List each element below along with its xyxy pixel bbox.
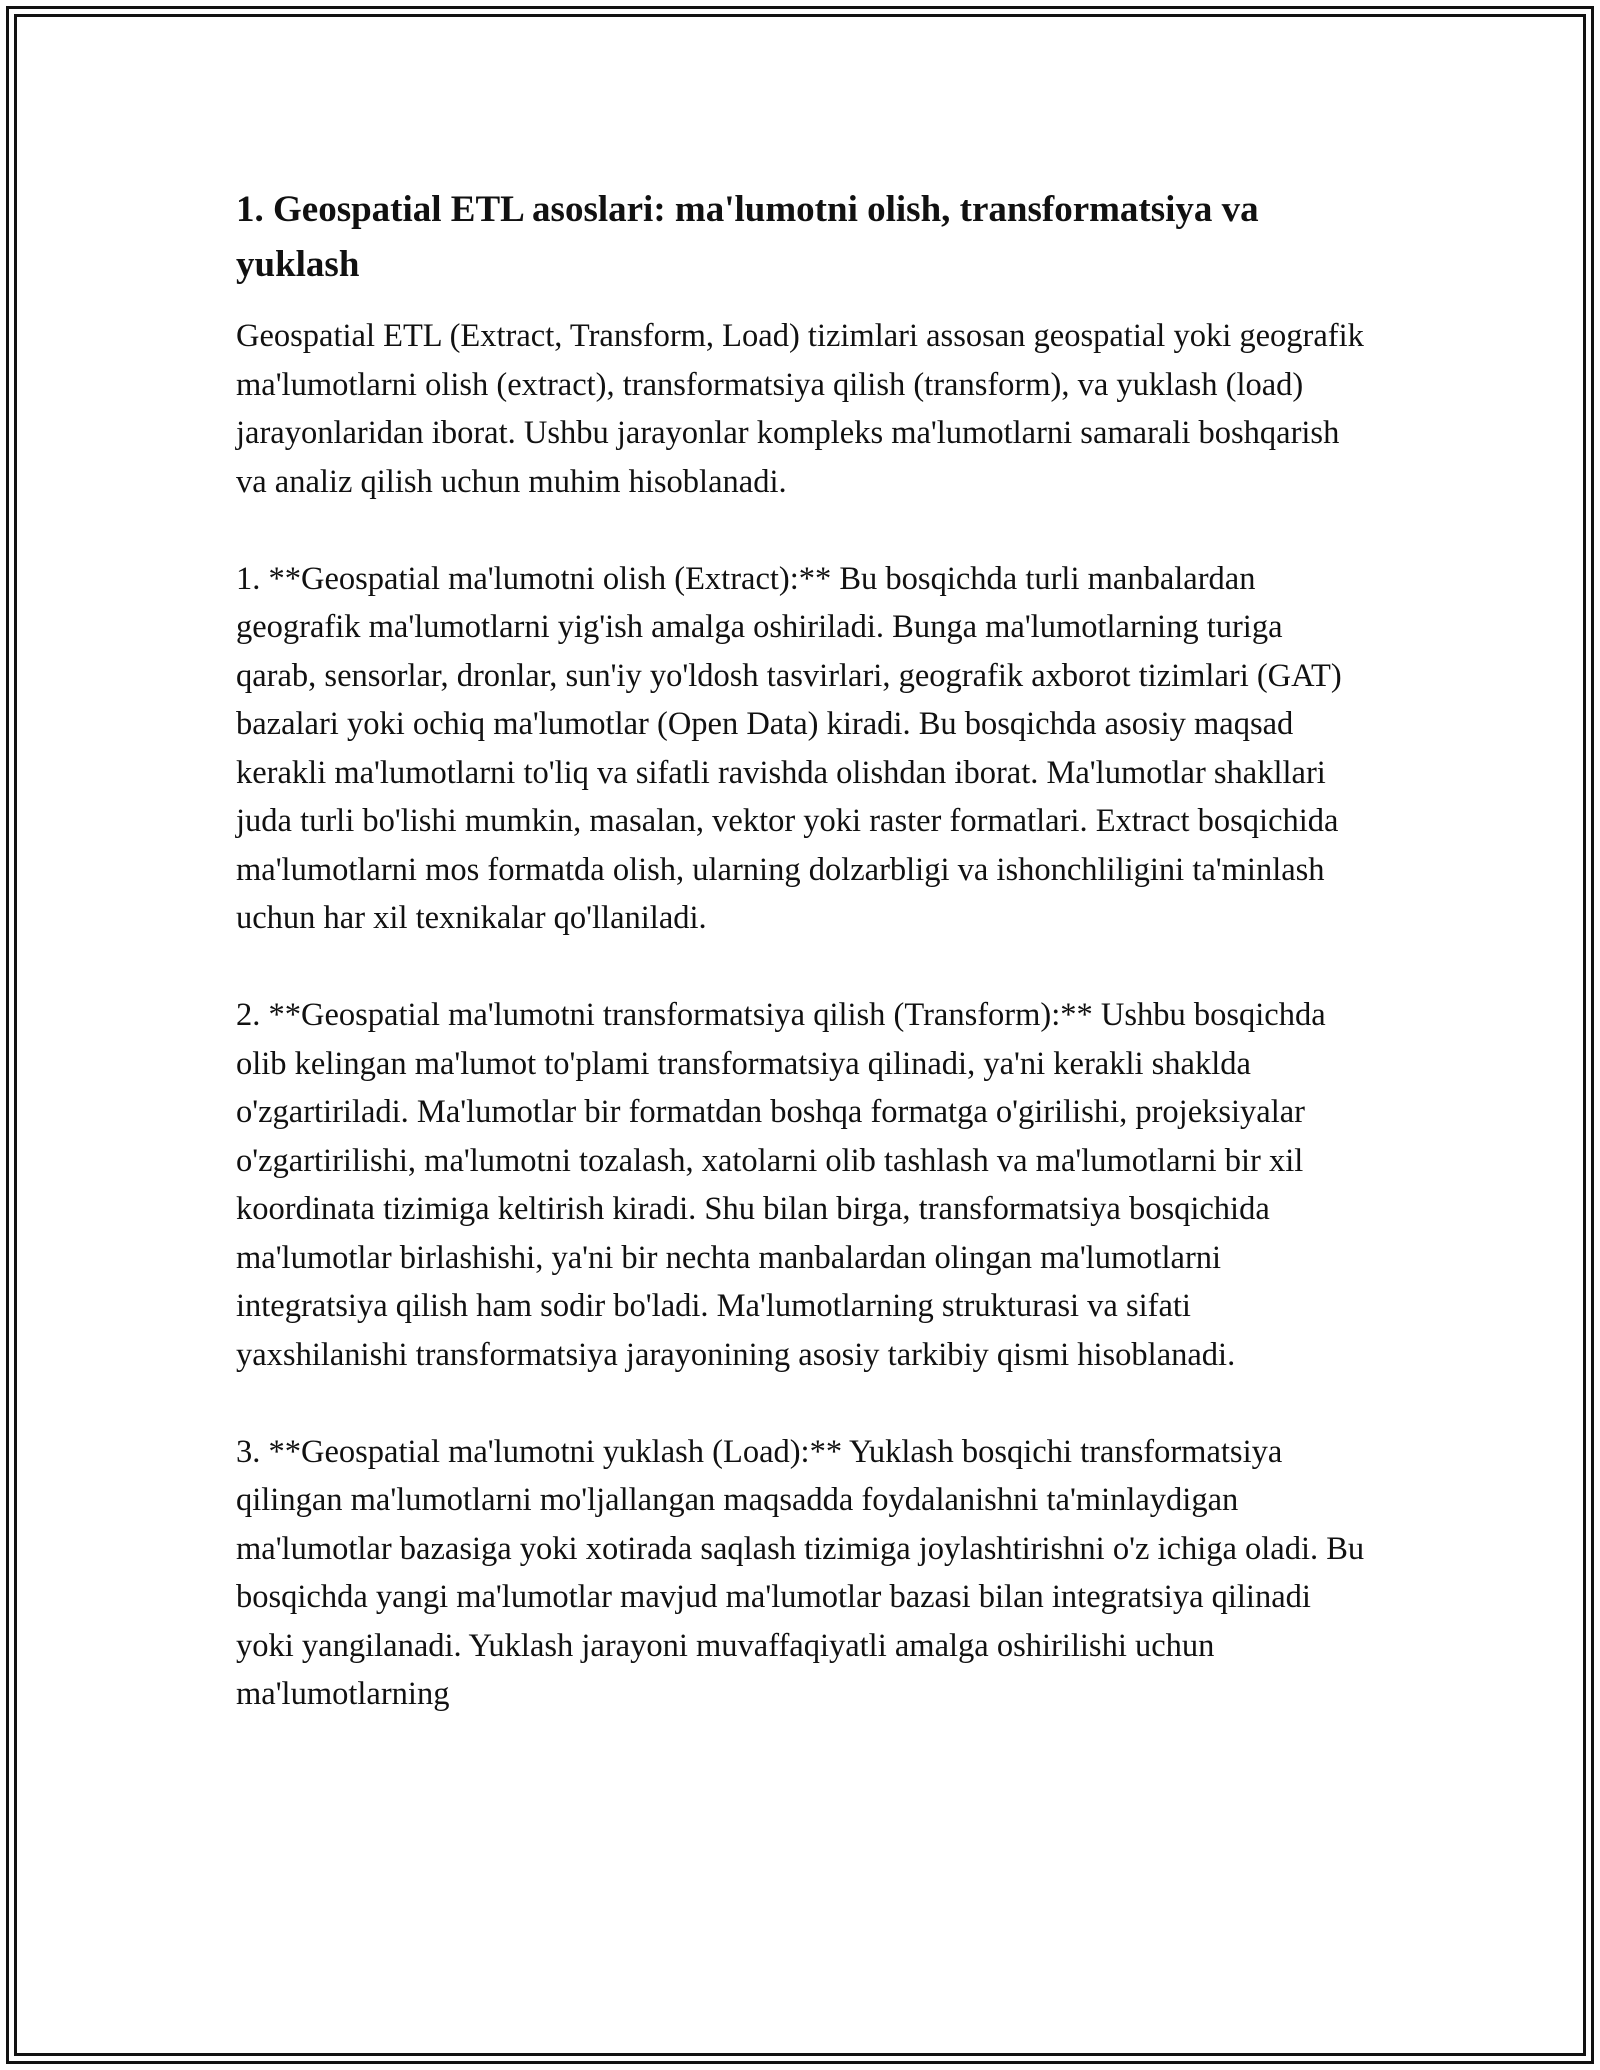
extract-paragraph: 1. **Geospatial ma'lumotni olish (Extract):** Bu bosqichda turli manbalardan geografik ma'lumotlarni yig'ish amalga oshiriladi. Bunga ma'lumotlarning turiga qarab, sensorlar, dronlar, sun'iy yo'ldosh tasvirlari, geografik axborot tizimlari (GAT) bazalari yoki ochiq ma'lumotlar (Open Data) kiradi. Bu bosqichda asosiy maqsad kerakli ma'lumotlarni to'liq va sifatli ravishda olishdan iborat. Ma'lumotlar shakllari juda turli bo'lishi mumkin, masalan, vektor yoki raster formatlari. Extract bosqichida ma'lumotlarni mos formatda olish, ularning dolzarbligi va ishonchliligini ta'minlash uchun har xil texnikalar qo'llaniladi.: [236, 560, 1342, 936]
intro-paragraph: Geospatial ETL (Extract, Transform, Load) tizimlari assosan geospatial yoki geografik ma'lumotlarni olish (extract), transformatsiya qilish (transform), va yuklash (load) jarayonlaridan iborat. Ushbu jarayonlar kompleks ma'lumotlarni samarali boshqarish va analiz qilish uchun muhim hisoblanadi.: [236, 318, 1364, 500]
document-body: [236, 182, 1366, 1767]
transform-paragraph: 2. **Geospatial ma'lumotni transformatsiya qilish (Transform):** Ushbu bosqichda olib kelingan ma'lumot to'plami transformatsiya qilinadi, ya'ni kerakli shaklda o'zgartiriladi. Ma'lumotlar bir formatdan boshqa formatga o'girilishi, projeksiyalar o'zgartirilishi, ma'lumotni tozalash, xatolarni olib tashlash va ma'lumotlarni bir xil koordinata tizimiga keltirish kiradi. Shu bilan birga, transformatsiya bosqichida ma'lumotlar birlashishi, ya'ni bir nechta manbalardan olingan ma'lumotlarni integratsiya qilish ham sodir bo'ladi. Ma'lumotlarning strukturasi va sifati yaxshilanishi transformatsiya jarayonining asosiy tarkibiy qismi hisoblanadi.: [236, 997, 1326, 1373]
section-heading: 1. Geospatial ETL asoslari: ma'lumotni olish, transformatsiya va yuklash: [236, 189, 1259, 285]
load-paragraph: 3. **Geospatial ma'lumotni yuklash (Load):** Yuklash bosqichi transformatsiya qilingan ma'lumotlarni mo'ljallangan maqsadda foydalanishni ta'minlaydigan ma'lumotlar bazasiga yoki xotirada saqlash tizimiga joylashtirishni o'z ichiga oladi. Bu bosqichda yangi ma'lumotlar mavjud ma'lumotlar bazasi bilan integratsiya qilinadi yoki yangilanadi. Yuklash jarayoni muvaffaqiyatli amalga oshirilishi uchun ma'lumotlarning: [236, 1433, 1365, 1712]
